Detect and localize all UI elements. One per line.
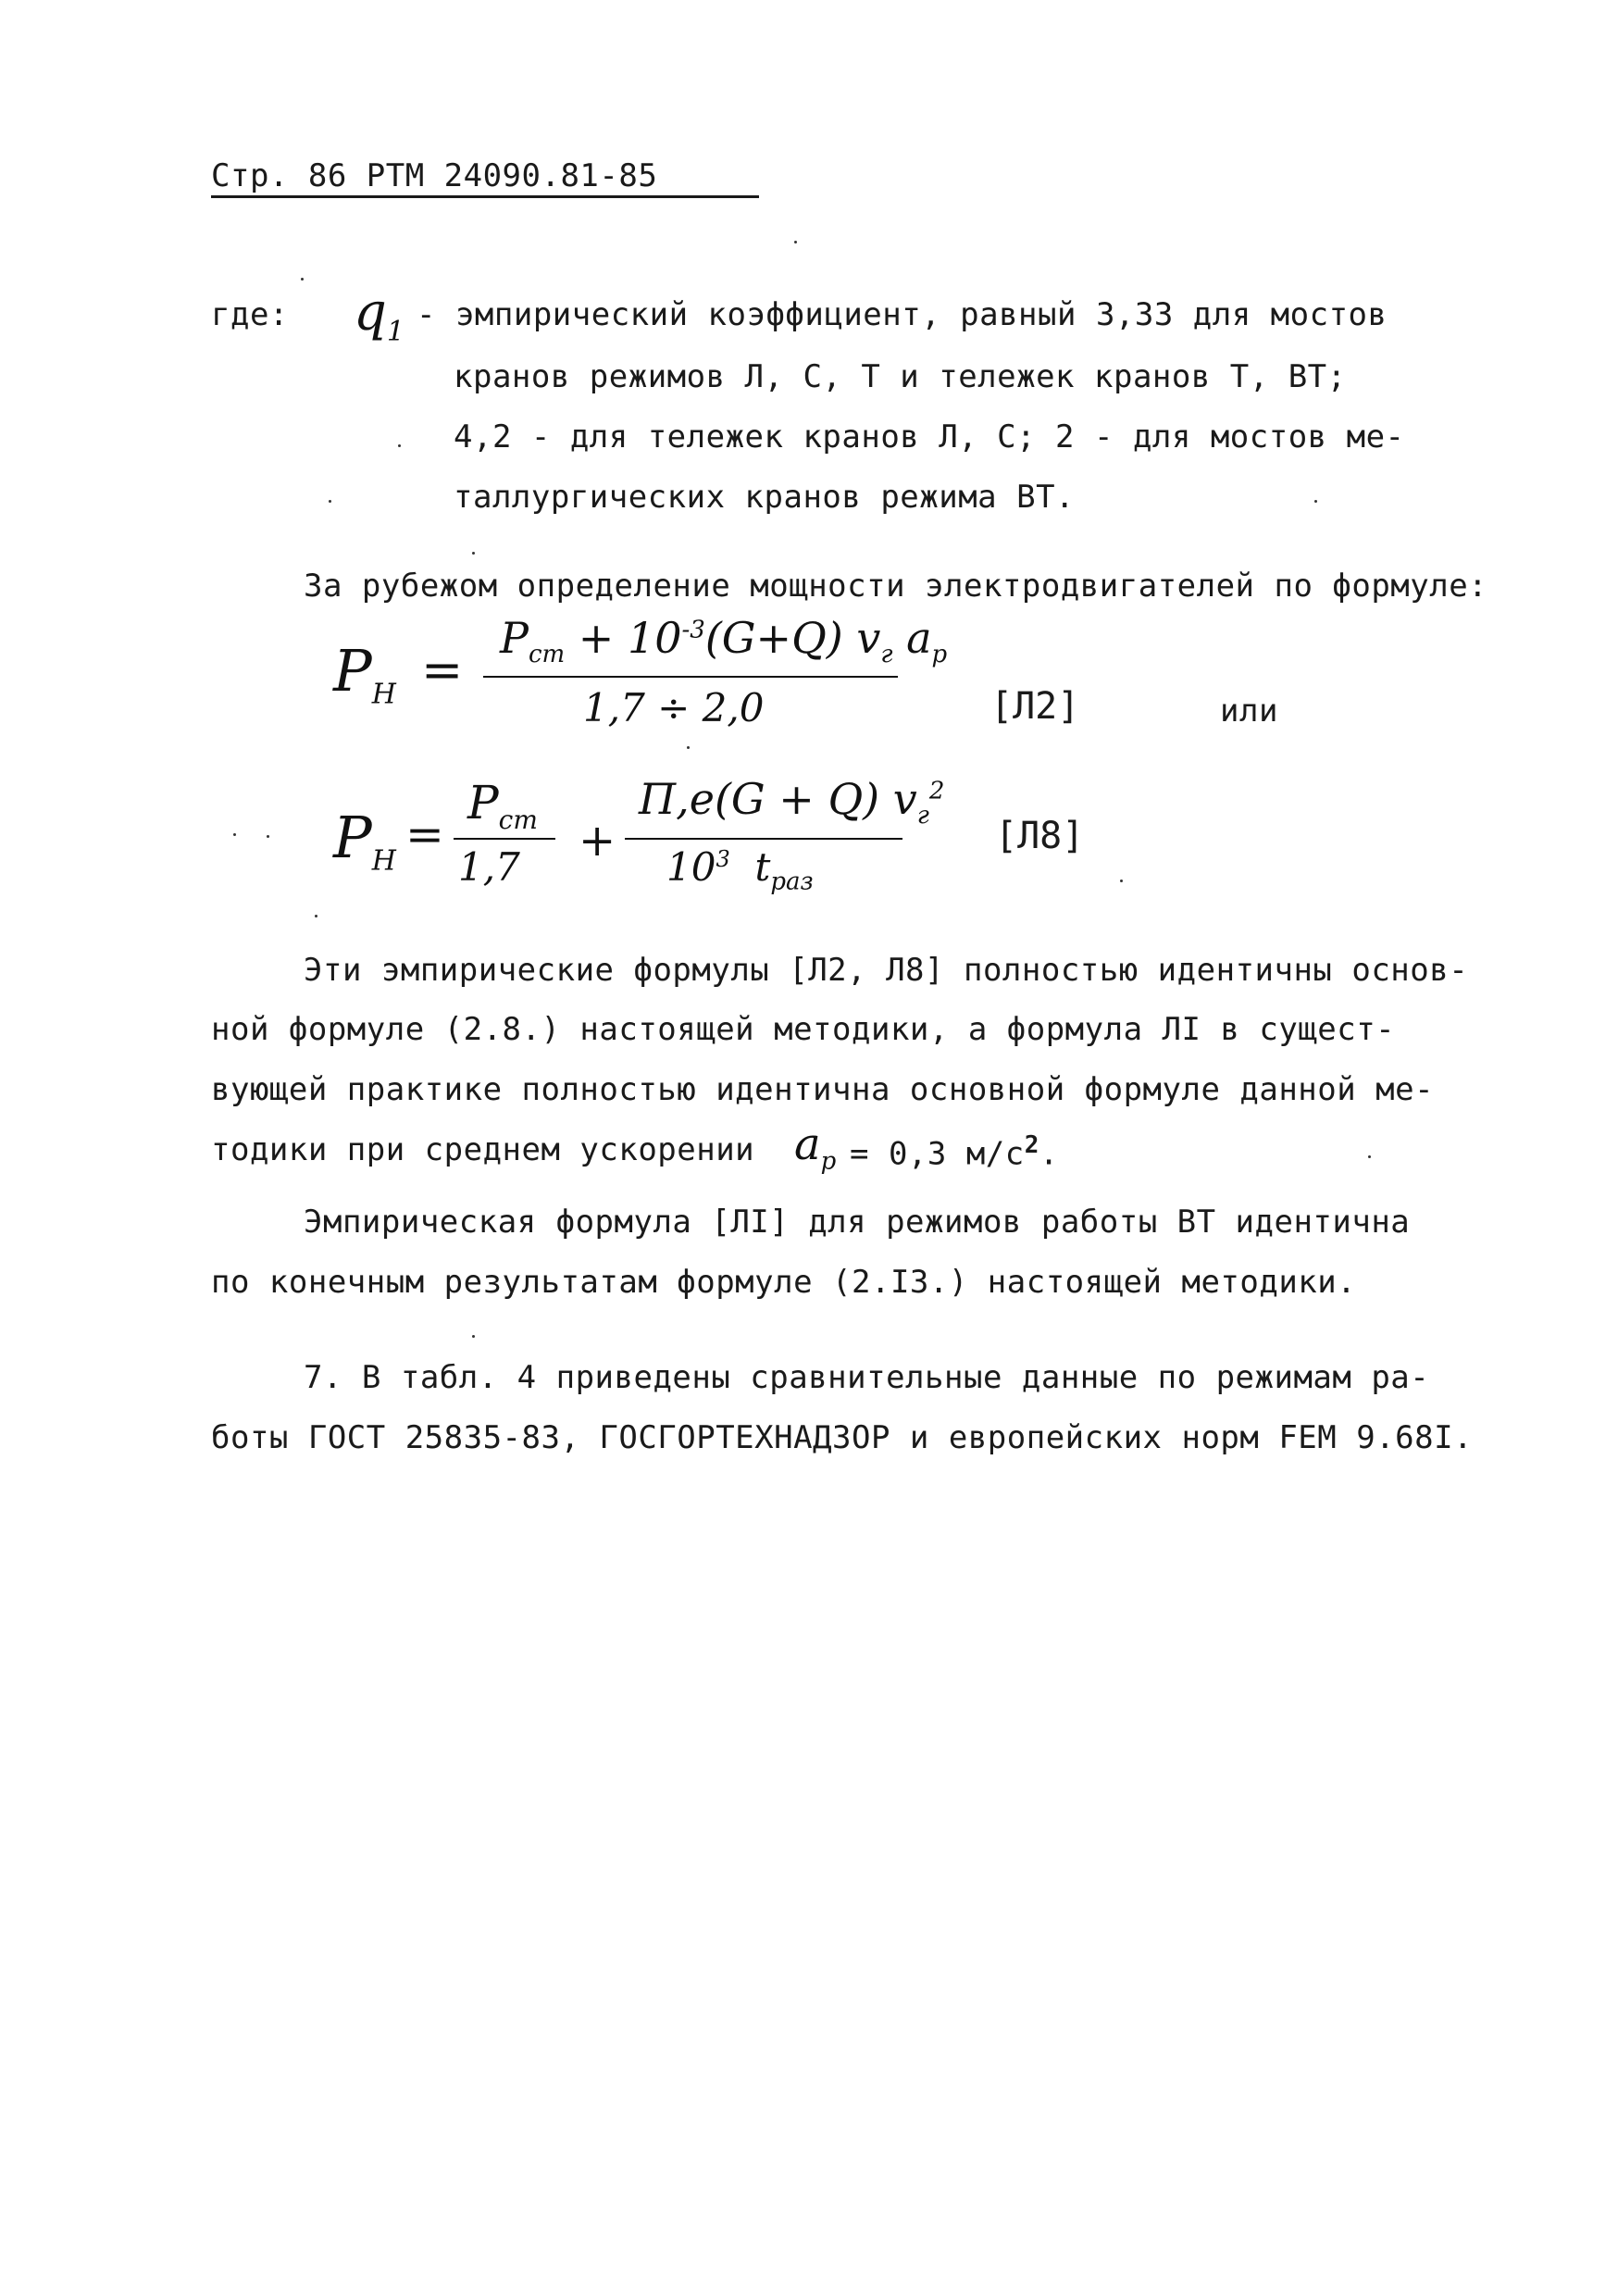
- formula-1-numerator: $P_{ст} + 10^{-3}(G+Q)$ $v_г$ $a_р$: [500, 613, 948, 669]
- where-label: где:: [211, 296, 289, 333]
- coefficient-symbol-letter: q: [354, 282, 387, 343]
- paragraph-3-line-2: боты ГОСТ 25835-83, ГОСГОРТЕХНАДЗОР и европейских норм FEM 9.68I.: [211, 1419, 1474, 1456]
- formula-2-term2-numerator: П,е(G + Q) $v_г^2$: [639, 774, 945, 830]
- scan-speck: [233, 833, 236, 836]
- formula-1-reference: [Л2]: [990, 685, 1080, 728]
- paragraph-1-line-4: тодики при среднем ускорении: [211, 1131, 755, 1168]
- scan-speck: [1120, 880, 1123, 882]
- paragraph-2-line-2: по конечным результатам формуле (2.I3.) настоящей методики.: [211, 1264, 1357, 1301]
- scan-speck: [315, 915, 317, 917]
- formula-2-term1-numerator: $P_{ст}$: [467, 776, 538, 835]
- formula-1-fraction-bar: [483, 676, 898, 678]
- coefficient-symbol-subscript: 1: [386, 316, 404, 349]
- formula-2-equals: =: [405, 807, 444, 861]
- scan-speck: [329, 500, 331, 503]
- scan-speck: [301, 278, 304, 281]
- formula-1-lhs: $P_Н$: [333, 637, 396, 711]
- formula-2-plus: +: [579, 815, 616, 867]
- intro-line: За рубежом определение мощности электродвигателей по формуле:: [304, 568, 1488, 605]
- page-header: Стр. 86 РТМ 24090.81-85: [211, 157, 658, 194]
- coefficient-symbol: [354, 282, 404, 348]
- formula-1-or: или: [1220, 693, 1278, 730]
- scan-speck: [398, 444, 401, 447]
- acceleration-symbol: $a_р$: [794, 1118, 837, 1176]
- formula-2-lhs: $P_Н$: [333, 804, 396, 878]
- scan-speck: [687, 746, 690, 749]
- where-line-1: - эмпирический коэффициент, равный 3,33 для мостов: [417, 296, 1388, 333]
- scan-speck: [472, 552, 475, 555]
- formula-2-term2-denominator: $10^3$ $t_{раз}$: [666, 844, 814, 896]
- formula-1-equals: =: [421, 641, 464, 699]
- paragraph-1-line-2: ной формуле (2.8.) настоящей методики, а формула ЛI в сущест-: [211, 1011, 1396, 1048]
- scan-speck: [1314, 500, 1317, 503]
- acceleration-value: = 0,3 $м/с^2$.: [850, 1131, 1059, 1173]
- paragraph-1-line-3: вующей практике полностью идентична основной формуле данной ме-: [211, 1071, 1435, 1108]
- paragraph-3-line-1: 7. В табл. 4 приведены сравнительные данные по режимам ра-: [304, 1359, 1430, 1396]
- scan-speck: [794, 241, 797, 243]
- formula-2-term1-denominator: 1,7: [458, 844, 520, 890]
- formula-1-denominator: 1,7 ÷ 2,0: [583, 685, 765, 730]
- header-underline: [211, 195, 759, 198]
- where-line-4: таллургических кранов режима ВТ.: [454, 479, 1076, 516]
- scan-speck: [472, 1335, 475, 1338]
- paragraph-1-line-1: Эти эмпирические формулы [Л2, Л8] полностью идентичны основ-: [304, 952, 1469, 989]
- formula-2-reference: [Л8]: [995, 815, 1085, 857]
- scan-speck: [267, 835, 269, 838]
- where-line-3: 4,2 - для тележек кранов Л, С; 2 - для мостов ме-: [454, 418, 1405, 455]
- formula-2-term2-bar: [625, 838, 902, 840]
- where-line-2: кранов режимов Л, С, Т и тележек кранов Т, ВТ;: [454, 358, 1347, 395]
- formula-2-term1-bar: [454, 838, 555, 840]
- paragraph-2-line-1: Эмпирическая формула [ЛI] для режимов работы ВТ идентична: [304, 1204, 1411, 1241]
- scan-speck: [1368, 1155, 1371, 1158]
